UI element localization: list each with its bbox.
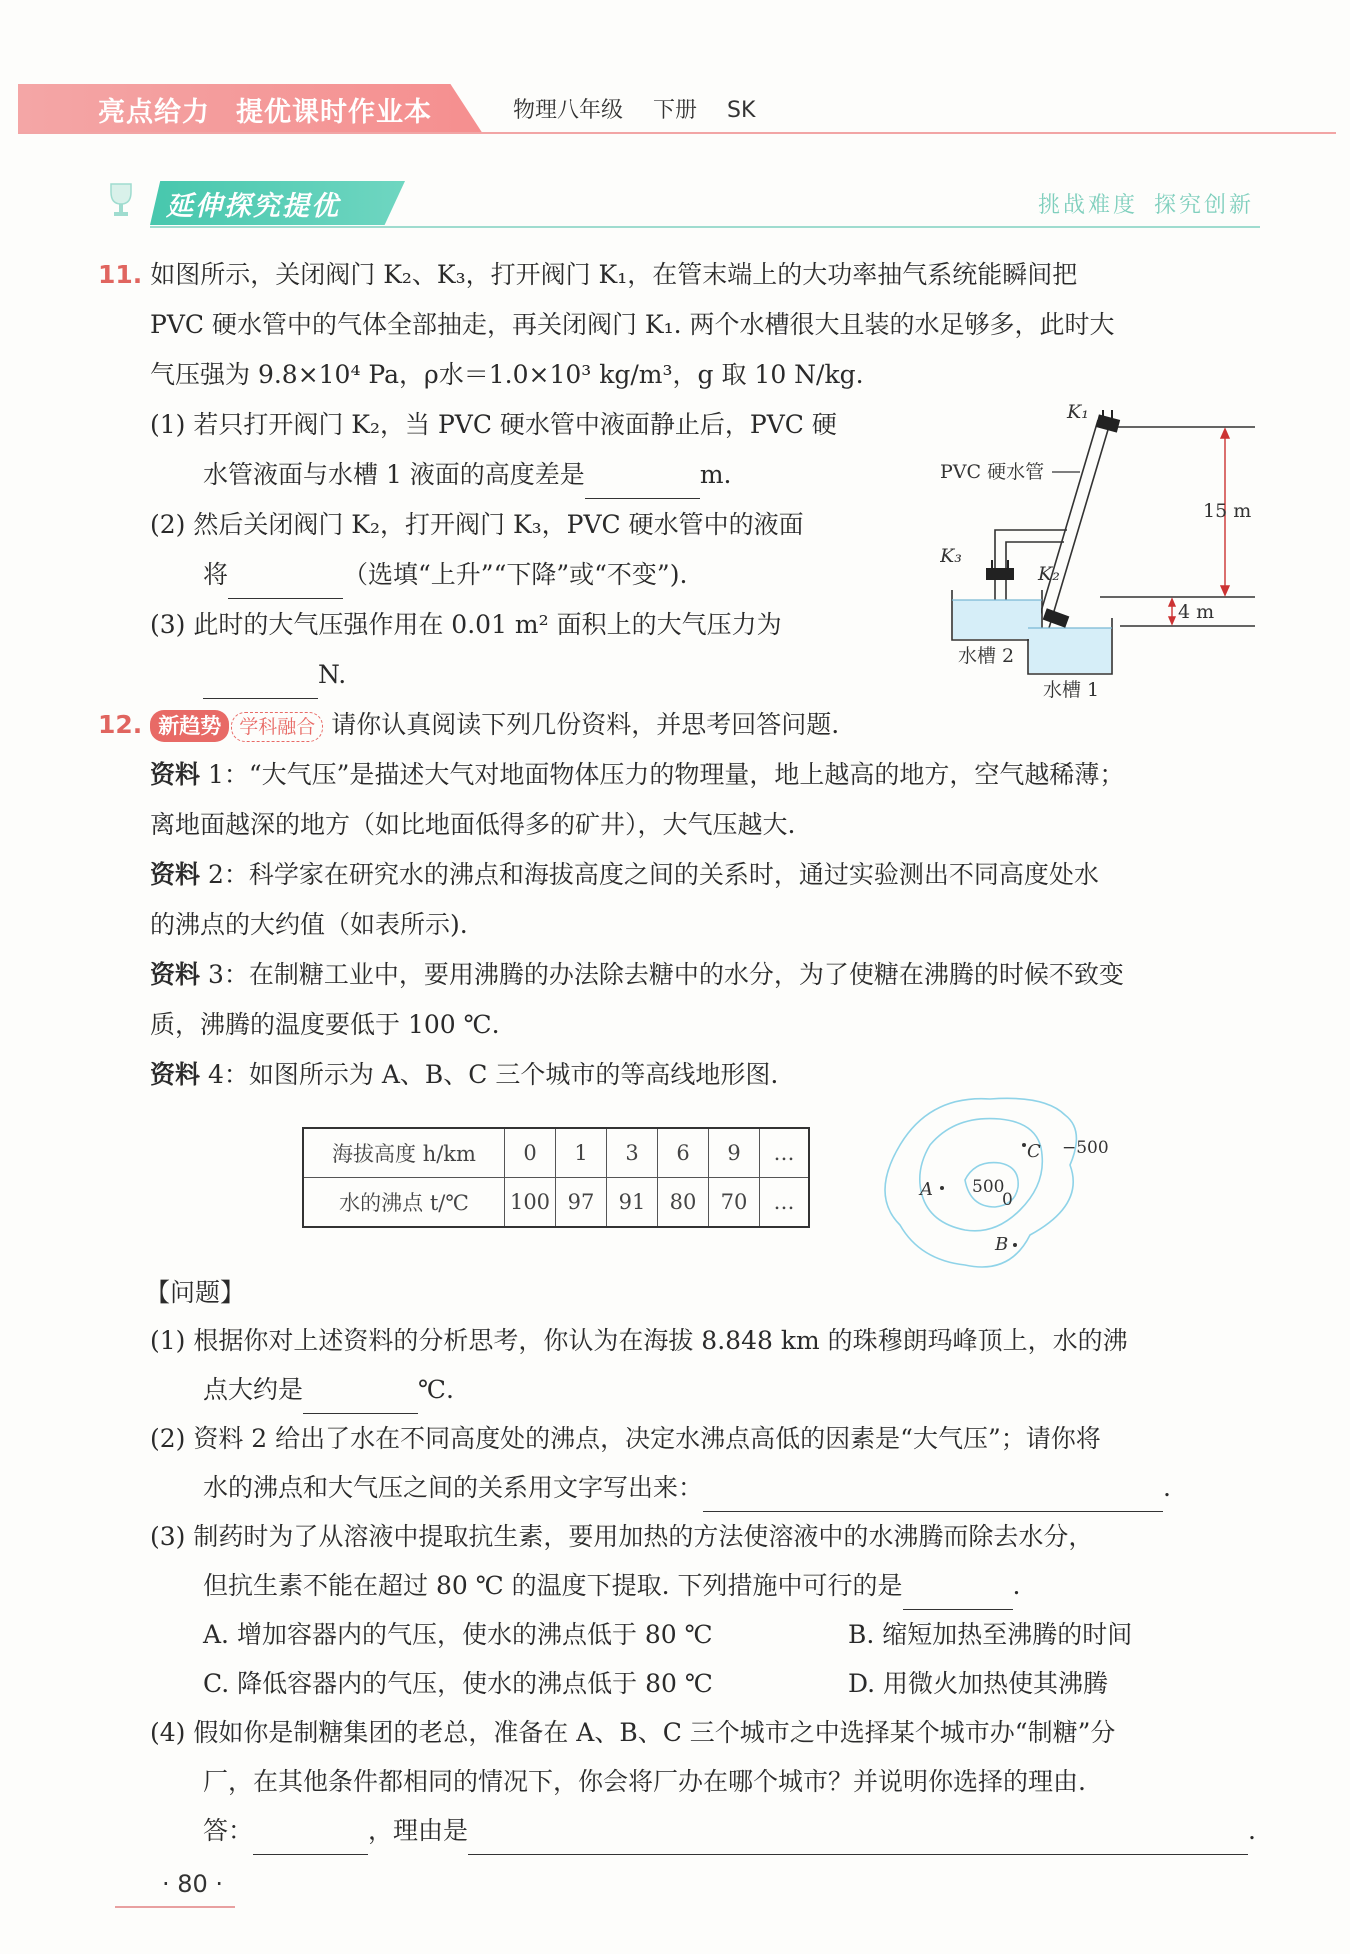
section-divider: [150, 226, 1260, 228]
q11-line1: 11. 如图所示，关闭阀门 K₂、K₃，打开阀门 K₁，在管末端上的大功率抽气系统能瞬间把: [98, 260, 1078, 289]
material3-line1: 资料 3：在制糖工业中，要用沸腾的办法除去糖中的水分，为了使糖在沸腾的时候不致变: [150, 960, 1124, 989]
table-cell: 6: [658, 1128, 709, 1178]
sub1-line1: (1) 根据你对上述资料的分析思考，你认为在海拔 8.848 km 的珠穆朗玛峰顶上，水的沸: [150, 1326, 1128, 1355]
table-cell: 70: [709, 1178, 760, 1228]
city-a-label: A: [920, 1179, 933, 1200]
q11-line2: PVC 硬水管中的气体全部抽走，再关闭阀门 K₁. 两个水槽很大且装的水足够多，此时大: [150, 310, 1115, 339]
material2-line2: 的沸点的大约值（如表所示).: [150, 910, 468, 939]
q11-part1-line1: (1) 若只打开阀门 K₂，当 PVC 硬水管中液面静止后，PVC 硬: [150, 410, 837, 439]
sub2-blank[interactable]: [703, 1481, 1163, 1512]
questions-title: 【问题】: [145, 1278, 246, 1307]
sub4-answer-blank[interactable]: [253, 1824, 368, 1855]
section-title: 延伸探究提优: [166, 191, 340, 222]
table-header-boiling: 水的沸点 t/℃: [303, 1178, 505, 1228]
sub4-line3: 答： ，理由是 .: [203, 1806, 1256, 1855]
q11-part2-line2: 将 （选填“上升”“下降”或“不变”).: [203, 550, 687, 599]
q11-line3: 气压强为 9.8×10⁴ Pa，ρ水＝1.0×10³ kg/m³，g 取 10 N/kg.: [150, 360, 864, 389]
sub4-line1: (4) 假如你是制糖集团的老总，准备在 A、B、C 三个城市之中选择某个城市办“制糖”分: [150, 1718, 1116, 1747]
sub3-blank[interactable]: [903, 1579, 1013, 1610]
tank2-label: 水槽 2: [958, 645, 1015, 667]
subject-tag: 学科融合: [231, 712, 323, 742]
sub2-line2: 水的沸点和大气压之间的关系用文字写出来： .: [203, 1463, 1171, 1512]
q11-part3-blank[interactable]: [203, 668, 318, 699]
height-15m-label: 15 m: [1203, 500, 1252, 522]
contour-500-label: 500: [972, 1177, 1005, 1197]
page-number: · 80 ·: [162, 1870, 224, 1898]
table-cell: 3: [607, 1128, 658, 1178]
material3-line2: 质，沸腾的温度要低于 100 ℃.: [150, 1010, 500, 1039]
sub3-line2: 但抗生素不能在超过 80 ℃ 的温度下提取. 下列措施中可行的是 .: [203, 1561, 1020, 1610]
q11-part3-line1: (3) 此时的大气压强作用在 0.01 m² 面积上的大气压力为: [150, 610, 782, 639]
footer-divider: [115, 1906, 235, 1908]
table-cell: …: [760, 1128, 810, 1178]
tank1-label: 水槽 1: [1043, 679, 1100, 701]
contour-minus500-label: −500: [1062, 1138, 1109, 1158]
q11-part1-blank[interactable]: [585, 468, 700, 499]
trophy-icon: [106, 180, 136, 220]
city-b-label: B: [995, 1234, 1009, 1255]
k2-label: K₂: [1038, 563, 1060, 585]
sub1-line2: 点大约是 ℃.: [203, 1365, 454, 1414]
table-cell: 80: [658, 1178, 709, 1228]
q11-part1-line2: 水管液面与水槽 1 液面的高度差是 m.: [203, 450, 731, 499]
pipe-diagram: [940, 390, 1270, 710]
sub4-line2: 厂，在其他条件都相同的情况下，你会将厂办在哪个城市？并说明你选择的理由.: [203, 1767, 1086, 1796]
table-cell: …: [760, 1178, 810, 1228]
option-a: A. 增加容器内的气压，使水的沸点低于 80 ℃: [203, 1620, 713, 1649]
trend-tag: 新趋势: [150, 710, 229, 742]
table-cell: 0: [505, 1128, 556, 1178]
table-cell: 97: [556, 1178, 607, 1228]
boiling-point-table: [302, 1127, 810, 1228]
k3-label: K₃: [940, 545, 962, 567]
option-c: C. 降低容器内的气压，使水的沸点低于 80 ℃: [203, 1669, 713, 1698]
header-book-info: 物理八年级 下册 SK: [513, 98, 756, 123]
material4-line1: 资料 4：如图所示为 A、B、C 三个城市的等高线地形图.: [150, 1060, 779, 1089]
sub3-line1: (3) 制药时为了从溶液中提取抗生素，要用加热的方法使溶液中的水沸腾而除去水分，: [150, 1522, 1094, 1551]
table-cell: 100: [505, 1178, 556, 1228]
option-b: B. 缩短加热至沸腾的时间: [848, 1620, 1133, 1649]
material1-line1: 资料 1：“大气压”是描述大气对地面物体压力的物理量，地上越高的地方，空气越稀薄；: [150, 760, 1125, 789]
material1-line2: 离地面越深的地方（如比地面低得多的矿井），大气压越大.: [150, 810, 796, 839]
q12-intro: 12. 新趋势 学科融合 请你认真阅读下列几份资料，并思考回答问题.: [98, 700, 839, 749]
q11-part2-line1: (2) 然后关闭阀门 K₂，打开阀门 K₃，PVC 硬水管中的液面: [150, 510, 804, 539]
q11-part3-line2: N.: [203, 650, 346, 699]
contour-0-label: 0: [1002, 1190, 1013, 1210]
table-row: [303, 1128, 809, 1178]
contour-map: [860, 1085, 1140, 1280]
city-c-label: C: [1027, 1141, 1041, 1162]
k1-label: K₁: [1067, 401, 1089, 423]
table-cell: 91: [607, 1178, 658, 1228]
height-4m-label: 4 m: [1178, 601, 1215, 623]
table-row: [303, 1178, 809, 1228]
option-d: D. 用微火加热使其沸腾: [848, 1669, 1109, 1698]
table-cell: 9: [709, 1128, 760, 1178]
table-cell: 1: [556, 1128, 607, 1178]
sub4-reason-blank[interactable]: [468, 1824, 1248, 1855]
header-brand: 亮点给力 提优课时作业本: [98, 97, 432, 128]
q11-part2-blank[interactable]: [228, 568, 343, 599]
material2-line1: 资料 2：科学家在研究水的沸点和海拔高度之间的关系时，通过实验测出不同高度处水: [150, 860, 1099, 889]
table-header-altitude: 海拔高度 h/km: [303, 1128, 505, 1178]
section-slogan: 挑战难度 探究创新: [1038, 193, 1255, 218]
sub2-line1: (2) 资料 2 给出了水在不同高度处的沸点，决定水沸点高低的因素是“大气压”；请你将: [150, 1424, 1101, 1453]
sub1-blank[interactable]: [303, 1383, 418, 1414]
header-divider: [18, 132, 1336, 134]
pipe-label: PVC 硬水管: [940, 461, 1045, 483]
